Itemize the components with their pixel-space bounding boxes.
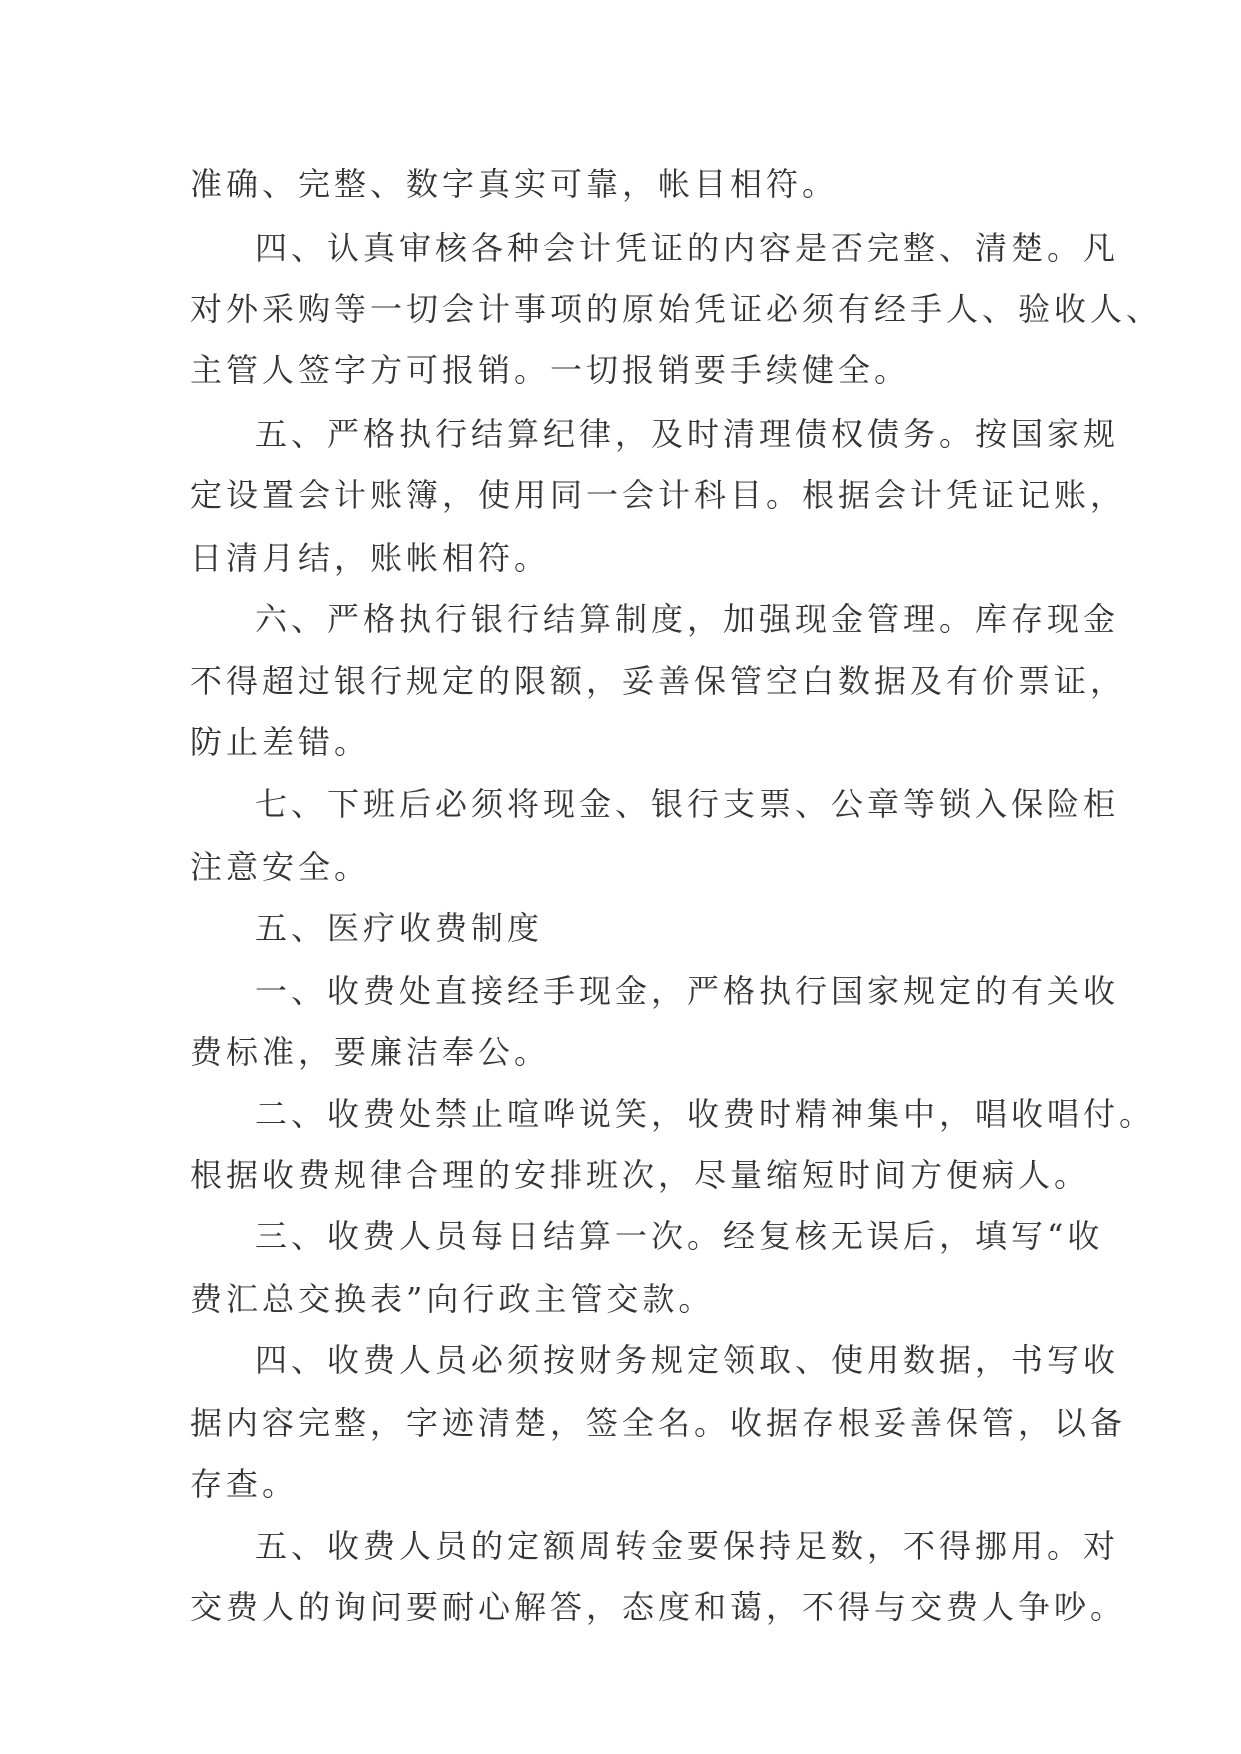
text-line: 定设置会计账簿，使用同一会计科目。根据会计凭证记账，	[190, 476, 1127, 514]
text-line: 费标准，要廉洁奉公。	[190, 1033, 551, 1071]
text-line: 六、严格执行银行结算制度，加强现金管理。库存现金	[255, 600, 1120, 638]
text-line: 日清月结，账帐相符。	[190, 539, 551, 577]
text-line: 不得超过银行规定的限额，妥善保管空白数据及有价票证，	[190, 662, 1127, 700]
text-line: 一、收费处直接经手现金，严格执行国家规定的有关收	[255, 972, 1120, 1010]
text-line: 费汇总交换表”向行政主管交款。	[190, 1280, 715, 1318]
section-heading: 五、医疗收费制度	[255, 909, 544, 947]
text-line: 五、收费人员的定额周转金要保持足数，不得挪用。对	[255, 1527, 1120, 1565]
text-line: 注意安全。	[190, 848, 371, 886]
text-line: 五、严格执行结算纪律，及时清理债权债务。按国家规	[255, 415, 1120, 453]
text-line: 交费人的询问要耐心解答，态度和蔼，不得与交费人争吵。	[190, 1588, 1127, 1626]
text-line: 存查。	[190, 1465, 299, 1503]
text-line: 防止差错。	[190, 723, 371, 761]
text-line: 对外采购等一切会计事项的原始凭证必须有经手人、验收人、	[190, 290, 1163, 328]
text-line: 二、收费处禁止喧哗说笑，收费时精神集中，唱收唱付。	[255, 1095, 1156, 1133]
text-line: 准确、完整、数字真实可靠，帐目相符。	[190, 165, 839, 203]
text-line: 四、收费人员必须按财务规定领取、使用数据，书写收	[255, 1341, 1120, 1379]
text-line: 四、认真审核各种会计凭证的内容是否完整、清楚。凡	[255, 229, 1120, 267]
text-line: 三、收费人员每日结算一次。经复核无误后，填写“收	[255, 1217, 1104, 1255]
text-line: 主管人签字方可报销。一切报销要手续健全。	[190, 351, 911, 389]
text-line: 七、下班后必须将现金、银行支票、公章等锁入保险柜	[255, 785, 1120, 823]
text-line: 根据收费规律合理的安排班次，尽量缩短时间方便病人。	[190, 1156, 1091, 1194]
text-line: 据内容完整，字迹清楚，签全名。收据存根妥善保管，以备	[190, 1404, 1127, 1442]
